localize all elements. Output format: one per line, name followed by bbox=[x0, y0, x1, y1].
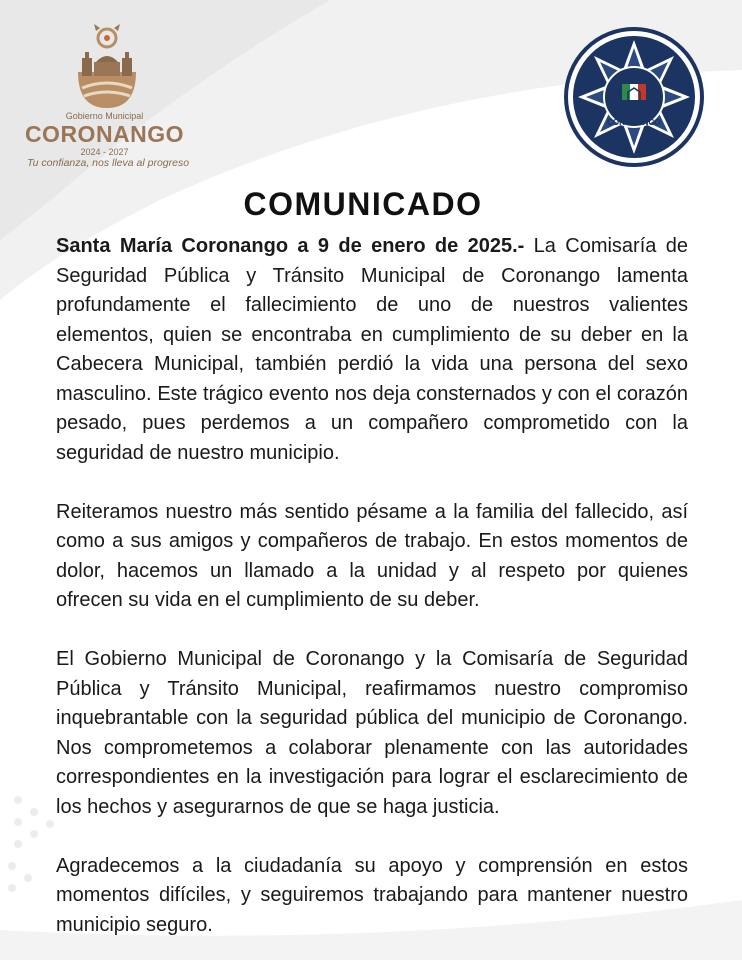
paragraph-3: El Gobierno Municipal de Coronango y la Comisaría de Seguridad Pública y Tránsito Municipal, reafirmamos nuestro compromiso inquebrantable con la seguridad pública del municipio de Coronango. Nos comprometemos a colaborar plenamente con las autoridades correspondientes en la investigación para lograr el esclarecimiento de los hechos y asegurarnos de que se haga justicia. bbox=[56, 648, 688, 818]
government-name: CORONANGO bbox=[24, 121, 185, 147]
government-years: 2024 - 2027 bbox=[80, 147, 129, 157]
police-star-badge-icon bbox=[556, 26, 712, 168]
police-badge-name: CORONANGO bbox=[607, 118, 661, 127]
paragraph-2: Reiteramos nuestro más sentido pésame a la familia del fallecido, así como a sus amigos y compañeros de trabajo. En estos momentos de dolor, hacemos un llamado a la unidad y al respeto por quienes ofrecen su vida en el cumplimiento de su deber. bbox=[56, 500, 688, 611]
government-label: Gobierno Municipal bbox=[65, 111, 144, 121]
paragraph-1 bbox=[56, 232, 688, 468]
government-slogan: Tu confianza, nos lleva al progreso bbox=[27, 157, 190, 169]
document-body bbox=[56, 232, 688, 970]
church-emblem-icon bbox=[74, 22, 140, 110]
government-logo bbox=[22, 22, 192, 172]
paragraph-lead-dateline: Santa María Coronango a 9 de enero de 2025.- bbox=[56, 235, 525, 257]
paragraph-1-text: La Comisaría de Seguridad Pública y Tránsito Municipal de Coronango lamenta profundamente el fallecimiento de uno de nuestros valientes elementos, quien se encontraba en cumplimiento de su deber en la Cabecera Municipal, también perdió la vida una persona del sexo masculino. Este trágico evento nos deja consternados y con el corazón pesado, pues perdemos a un compañero comprometido con la seguridad de nuestro municipio. bbox=[56, 235, 688, 464]
paragraph-4: Agradecemos a la ciudadanía su apoyo y comprensión en estos momentos difíciles, y seguiremos trabajando para mantener nuestro municipio seguro. bbox=[56, 854, 688, 936]
document-title: COMUNICADO bbox=[243, 186, 483, 222]
police-badge-logo bbox=[556, 26, 712, 168]
